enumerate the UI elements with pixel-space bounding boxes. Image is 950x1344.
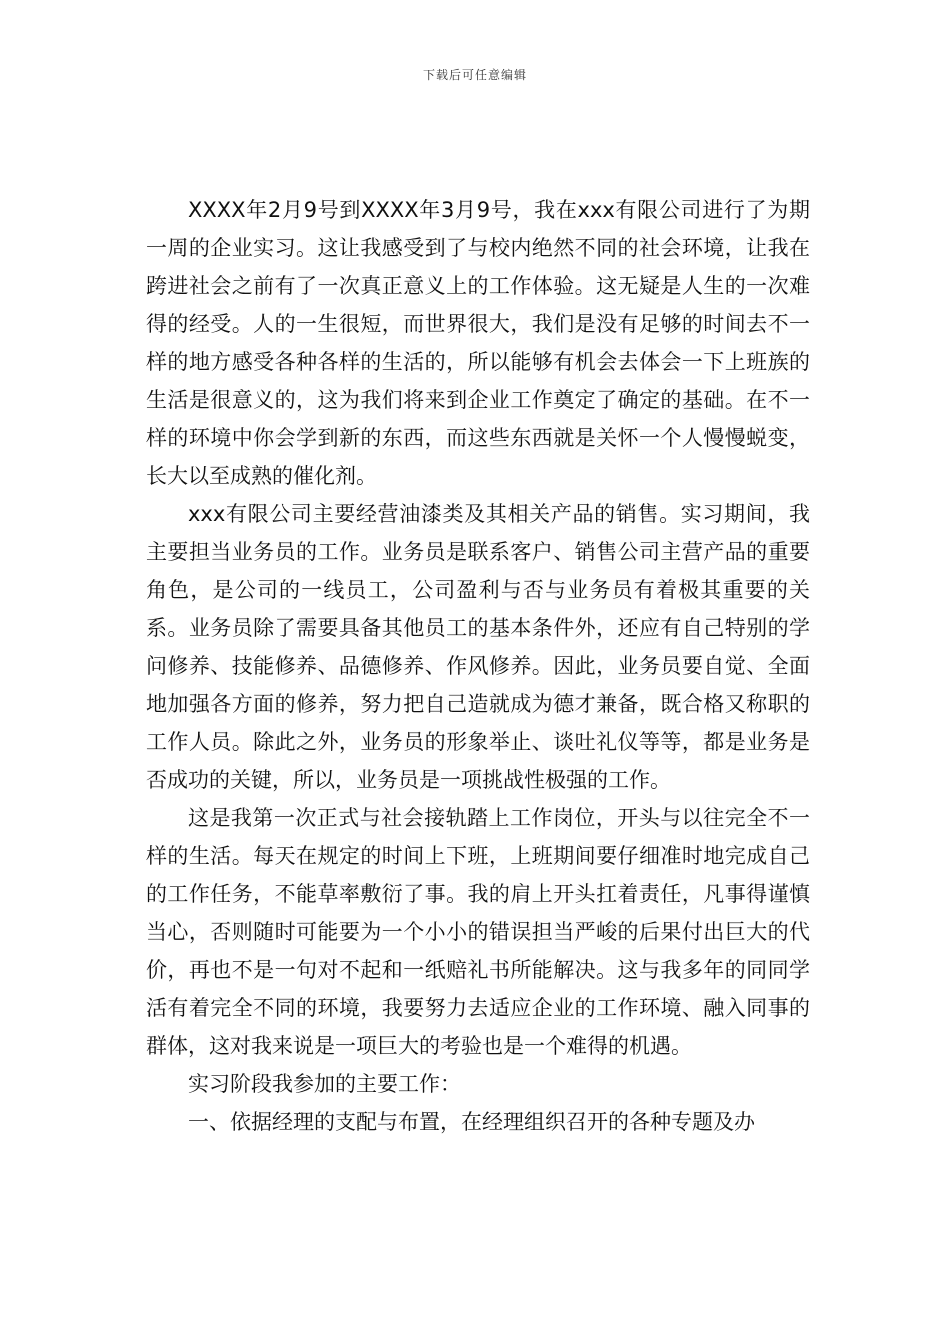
document-body [146, 191, 810, 1141]
paragraph-4: 实习阶段我参加的主要工作： [188, 1072, 461, 1096]
paragraph-3: 这是我第一次正式与社会接轨踏上工作岗位，开头与以往完全不一样的生活。每天在规定的时间上下班，上班期间要仔细准时地完成自己的工作任务，不能草率敷衍了事。我的肩上开头扛着责任，凡事得谨慎当心，否则随时可能要为一个小小的错误担当严峻的后果付出巨大的代价，再也不是一句对不起和一纸赔礼书所能解决。这与我多年的同同学活有着完全不同的环境，我要努力去适应企业的工作环境、融入同事的群体，这对我来说是一项巨大的考验也是一个难得的机遇。 [146, 806, 810, 1058]
paragraph-1: XXXX年2月9号到XXXX年3月9号，我在xxx有限公司进行了为期一周的企业实习。这让我感受到了与校内绝然不同的社会环境，让我在跨进社会之前有了一次真正意义上的工作体验。这无疑是人生的一次难得的经受。人的一生很短，而世界很大，我们是没有足够的时间去不一样的地方感受各种各样的生活的，所以能够有机会去体会一下上班族的生活是很意义的，这为我们将来到企业工作奠定了确定的基础。在不一样的环境中你会学到新的东西，而这些东西就是关怀一个人慢慢蜕变，长大以至成熟的催化剂。 [146, 198, 810, 488]
paragraph-2: xxx有限公司主要经营油漆类及其相关产品的销售。实习期间，我主要担当业务员的工作。业务员是联系客户、销售公司主营产品的重要角色，是公司的一线员工，公司盈利与否与业务员有着极其重要的关系。业务员除了需要具备其他员工的基本条件外，还应有自己特别的学问修养、技能修养、品德修养、作风修养。因此，业务员要自觉、全面地加强各方面的修养，努力把自己造就成为德才兼备，既合格又称职的工作人员。除此之外，业务员的形象举止、谈吐礼仪等等，都是业务是否成功的关键，所以，业务员是一项挑战性极强的工作。 [146, 502, 810, 792]
page-header: 下载后可任意编辑 [422, 68, 527, 82]
paragraph-5: 一、依据经理的支配与布置，在经理组织召开的各种专题及办 [188, 1110, 755, 1134]
